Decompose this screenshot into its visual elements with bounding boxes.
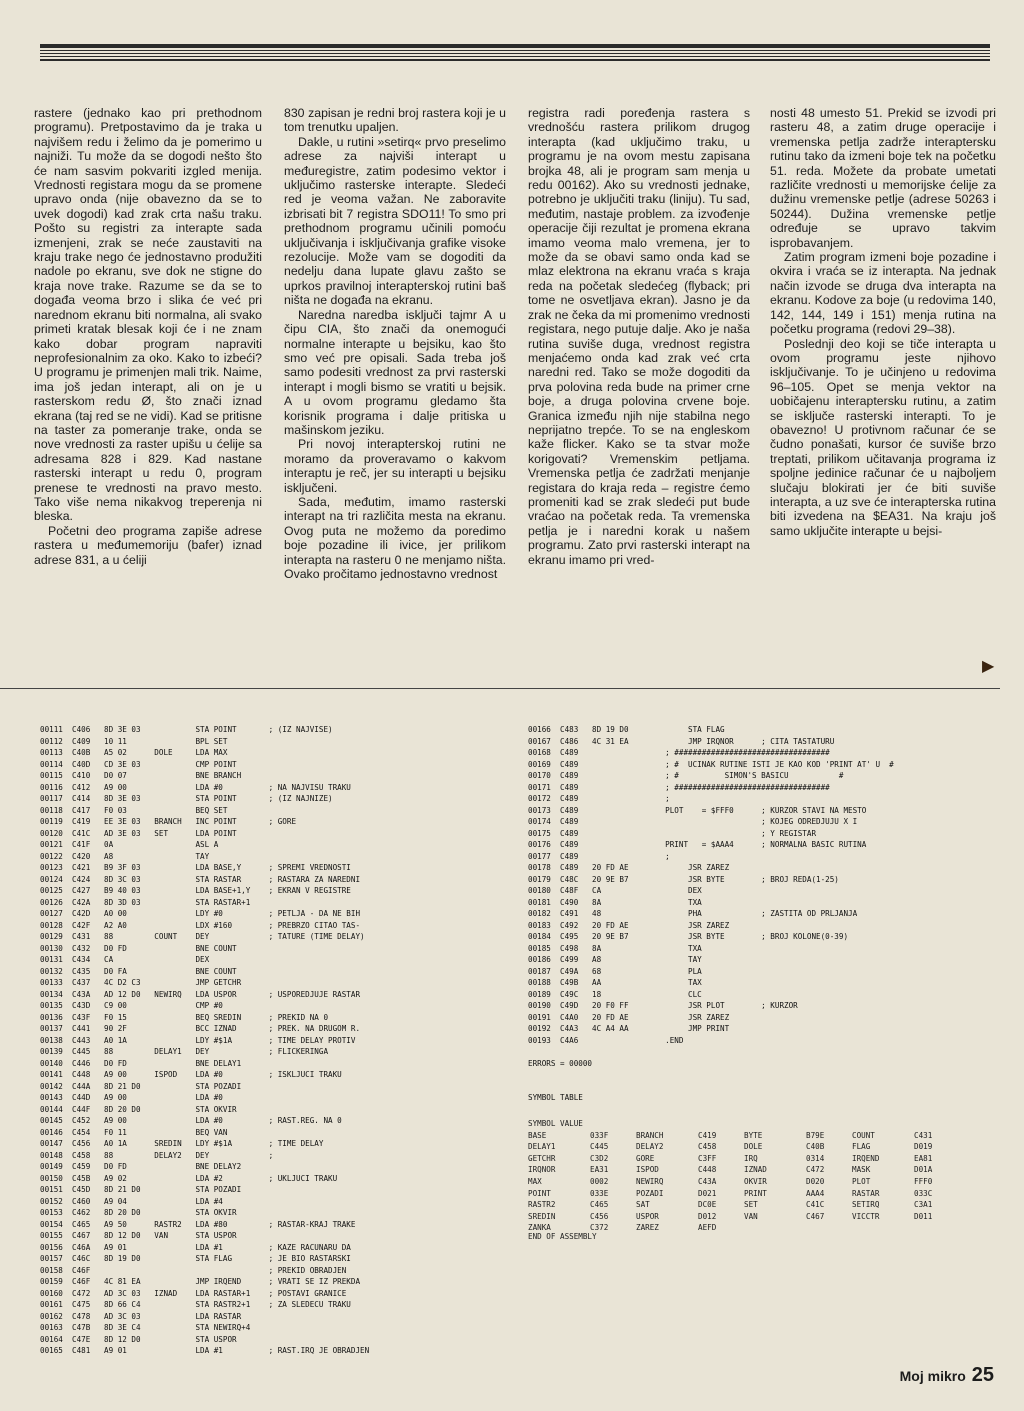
code-line: 00153 C462 8D 20 D0 STA OKVIR [40, 1208, 237, 1217]
symbol-name: MAX [528, 1176, 542, 1186]
code-line: 00124 C424 8D 3C 03 STA RASTAR ; RASTARA ZA NAREDNI [40, 874, 361, 884]
code-line: 00160 C472 AD 3C 03 IZNAD LDA RASTAR+1 ; POSTAVI GRANICE [40, 1288, 347, 1298]
code-line: 00169 C489 ; # UCINAK RUTINE ISTI JE KAO KOD 'PRINT AT' U # [528, 759, 894, 769]
symbol-value: AAA4 [806, 1188, 825, 1198]
code-line: 00119 C419 EE 3E 03 BRANCH INC POINT ; GORE [40, 817, 297, 826]
code-line: 00144 C44F 8D 20 D0 STA OKVIR [40, 1104, 237, 1114]
paragraph: registra radi poređenja rastera s vrednošću rastera prilikom drugog interapta (kad uključimo traku, u programu je na ovom mestu zapisana brojka 48, ali je program sam menja u redu 00162). Ako su vrednosti jednake, potrebno je uključiti traku (liniju). Tu sad, međutim, nastaje problem. za izvođenje operacije čiji rezultat je promena ekrana imamo veoma malo vremena, jer to može da se obavi samo onda kad se mlaz elektrona na ekranu vraća s kraja reda na početak sledećeg (flyback; pri tome ne osvetljava ekran). Jasno je da zrak ne čeka da mi promenimo vrednosti registara, nego putuje dalje. Ako je naša rutina suviše duga, vrednost registra menjaćemo onda kad zrak već crta naredni red. Tako se može dogoditi da prva polovina reda bude na primer crne boje, a druga polovina crvene boje. Granica između njih nije stabilna nego neprijatno trepće. To se na engleskom kaže flicker. Kako se ta stvar može korigovati? Vremenskim petljama. Vremenska petlja će zadržati menjanje registara do kraja reda – registre ćemo promeniti kad se zrak sledeći put bude vraćao na početak reda. Ta vremenska petlja je i naredni korak u našem programu. Zato prvi rasterski interapt na ekranu imamo pri vred- [528, 106, 750, 567]
symbol-name: SAT [636, 1200, 650, 1210]
code-line: 00137 C441 90 2F BCC IZNAD ; PREK. NA DRUGOM R. [40, 1024, 361, 1033]
code-line: 00131 C434 CA DEX [40, 955, 210, 964]
symbol-name: BRANCH [636, 1130, 664, 1140]
code-line: 00178 C489 20 FD AE JSR ZAREZ [528, 863, 730, 872]
code-line: 00183 C492 20 FD AE JSR ZAREZ [528, 920, 730, 930]
table-row [528, 1211, 960, 1223]
article-column-2 [284, 106, 506, 581]
code-line: 00147 C456 A0 1A SREDIN LDY #$1A ; TIME DELAY [40, 1139, 324, 1148]
symbol-value: B79E [806, 1130, 825, 1140]
code-line: 00112 C409 10 11 BPL SET [40, 736, 228, 746]
code-line: 00148 C458 88 DELAY2 DEY ; [40, 1150, 274, 1160]
symbol-name: POINT [528, 1188, 551, 1198]
code-line: 00187 C49A 68 PLA [528, 966, 702, 976]
code-line: 00191 C4A0 20 FD AE JSR ZAREZ [528, 1012, 730, 1022]
code-line: 00142 C44A 8D 21 D0 STA POZADI [40, 1081, 242, 1091]
symbol-value: C40B [806, 1142, 825, 1152]
symbol-value: D012 [698, 1211, 717, 1221]
table-row [528, 1141, 960, 1153]
symbol-value: 0002 [590, 1176, 609, 1186]
symbol-name: IRQEND [852, 1153, 880, 1163]
table-row [528, 1153, 960, 1165]
symbol-name: FLAG [852, 1142, 871, 1152]
symbol-value: C43A [698, 1176, 717, 1186]
listing-divider [0, 688, 1000, 689]
symbol-value: EA81 [914, 1153, 933, 1163]
symbol-name: POZADI [636, 1188, 664, 1198]
code-line: 00152 C460 A9 04 LDA #4 [40, 1196, 223, 1206]
code-line: 00133 C437 4C D2 C3 JMP GETCHR [40, 978, 242, 987]
code-line: 00151 C45D 8D 21 D0 STA POZADI [40, 1185, 242, 1194]
symbol-value: 033C [914, 1188, 933, 1198]
symbol-name: ZAREZ [636, 1223, 659, 1233]
code-line: 00179 C48C 20 9E B7 JSR BYTE ; BROJ REDA(1-25) [528, 874, 839, 884]
paragraph: Dakle, u rutini »setirq« prvo preselimo adrese za najviši interapt u međuregistre, zatim podesimo vektor i uključimo rasterske interapte. Sledeći red je veoma važan. Ne zaboravite izbrisati bit 7 registra SDO11! To smo pri prethodnom programu učinili pomoću uključivanja i isključivanja grafike visoke rezolucije. Može vam se dogoditi da nedelju dana lupate glavu zašto se uprkos pravilnoj interapterskoj rutini baš ništa ne događa na ekranu. [284, 134, 506, 308]
symbol-value: C445 [590, 1142, 609, 1152]
symbol-name: NEWIRQ [636, 1176, 664, 1186]
code-line: 00118 C417 F0 03 BEQ SET [40, 805, 228, 815]
symbol-value: C467 [806, 1211, 825, 1221]
continue-arrow-icon: ▶ [982, 658, 995, 675]
code-line: 00161 C475 8D 66 C4 STA RASTR2+1 ; ZA SLEDECU TRAKU [40, 1300, 351, 1309]
code-line: 00159 C46F 4C 81 EA JMP IRQEND ; VRATI SE IZ PREKDA [40, 1277, 361, 1286]
code-line: 00173 C489 PLOT = $FFF0 ; KURZOR STAVI NA MESTO [528, 805, 867, 815]
code-line: 00126 C42A 8D 3D 03 STA RASTAR+1 [40, 897, 251, 907]
code-line: 00123 C421 B9 3F 03 LDA BASE,Y ; SPREMI VREDNOSTI [40, 863, 351, 872]
symbol-name: COUNT [852, 1130, 875, 1140]
code-line: 00121 C41F 0A ASL A [40, 840, 219, 849]
symbol-name: RASTAR [852, 1188, 880, 1198]
code-line: 00193 C4A6 .END [528, 1035, 684, 1045]
code-line: 00141 C448 A9 00 ISPOD LDA #0 ; ISKLJUCI TRAKU [40, 1070, 342, 1079]
code-line: 00175 C489 ; Y REGISTAR [528, 828, 817, 838]
code-line: ERRORS = 00000 [528, 1058, 593, 1068]
table-row [528, 1176, 960, 1188]
code-line: 00138 C443 A0 1A LDY #$1A ; TIME DELAY PROTIV [40, 1035, 356, 1045]
paragraph: Sada, međutim, imamo rasterski interapt na tri različita mesta na ekranu. Ovog puta ne možemo da poredimo boje pozadine ili ivice, jer prilikom interapta na rasteru 0 ne menjamo ništa. Ovako pročitamo jednostavno vrednost [284, 494, 506, 581]
code-listing-left [40, 724, 369, 1357]
code-line: 00171 C489 ; ################################## [528, 782, 830, 792]
code-line: 00190 C49D 20 F0 FF JSR PLOT ; KURZOR [528, 1001, 798, 1010]
code-line: 00174 C489 ; KOJEG ODREDJUJU X I [528, 817, 858, 826]
code-line: 00181 C490 8A TXA [528, 897, 702, 907]
symbol-name: SET [744, 1200, 758, 1210]
code-line: 00149 C459 D0 FD BNE DELAY2 [40, 1162, 242, 1171]
header-rule [40, 44, 990, 61]
symbol-value: C472 [806, 1165, 825, 1175]
symbol-value: C3FF [698, 1153, 717, 1163]
symbol-name: DELAY1 [528, 1142, 556, 1152]
table-row [528, 1164, 960, 1176]
article-column-4 [770, 106, 996, 538]
code-line: 00129 C431 88 COUNT DEY ; TATURE (TIME DELAY) [40, 932, 365, 941]
symbol-value: D01A [914, 1165, 933, 1175]
code-line: 00127 C42D A0 00 LDY #0 ; PETLJA - DA NE BIH [40, 909, 361, 918]
code-line: 00185 C498 8A TXA [528, 943, 702, 953]
code-line: 00168 C489 ; ################################## [528, 748, 830, 757]
code-listing-right [528, 724, 894, 1104]
paragraph: Početni deo programa zapiše adrese rastera u međumemoriju (bafer) iznad adrese 831, a u ćeliji [34, 523, 262, 567]
code-line: 00189 C49C 18 CLC [528, 989, 702, 999]
symbol-value: C41C [806, 1200, 825, 1210]
paragraph: rastere (jednako kao pri prethodnom programu). Pretpostavimo da je traka u najvišem redu i želimo da je pomerimo u najniži. Tu može da se dogodi nešto što će nam sasvim pokvariti izgled menija. Vrednosti registara mogu da se promene upravo onda (nije obavezno da se to uvek dogodi) kad zrak crta našu traku. Pošto su registri za interapte sada izmenjeni, zrak se neće zaustaviti na kraju trake nego će jednostavno produžiti nadole po ekranu, sve dok ne stigne do kraja nove trake. Razume se da se to događa veoma brzo i slika će već pri narednom ekranu biti normalna, ali svako primeti kratak blesak koji će i ne znam kako dobar program napraviti neprofesionalnim za oko. Kako to izbeći? U programu je primenjen mali trik. Naime, ima još jedan interapt, ali on je u rasterskom redu Ø, što znači iznad ekrana (taj red se ne vidi). Kad se pritisne na taster za pomeranje trake, onda se nove vrednosti za raster upišu u ćelije sa adresama 828 i 829. Kad nastane rasterski interapt u redu 0, program prenese te vrednosti na pravo mesto. Tako više nema nikakvog treperenja ni bleska. [34, 106, 262, 524]
code-line: 00182 C491 48 PHA ; ZASTITA OD PRLJANJA [528, 909, 858, 918]
article-column-3 [528, 106, 750, 567]
symbol-name: RASTR2 [528, 1200, 556, 1210]
symbol-value: 033E [590, 1188, 609, 1198]
symbol-value: EA31 [590, 1165, 609, 1175]
symbol-value: C456 [590, 1211, 609, 1221]
code-line: 00145 C452 A9 00 LDA #0 ; RAST.REG. NA 0 [40, 1116, 342, 1125]
code-line: 00165 C481 A9 01 LDA #1 ; RAST.IRQ JE OBRADJEN [40, 1346, 370, 1355]
end-of-assembly: END OF ASSEMBLY [528, 1232, 597, 1241]
table-row [528, 1188, 960, 1200]
symbol-name: ISPOD [636, 1165, 659, 1175]
code-line: 00167 C486 4C 31 EA JMP IRQNOR ; CITA TASTATURU [528, 736, 835, 746]
symbol-value: DC0E [698, 1200, 717, 1210]
code-line: 00176 C489 PRINT = $AAA4 ; NORMALNA BASIC RUTINA [528, 840, 867, 849]
symbol-value: C419 [698, 1130, 717, 1140]
symbol-name: OKVIR [744, 1176, 767, 1186]
symbol-value: C458 [698, 1142, 717, 1152]
magazine-name: Moj mikro [899, 1368, 966, 1384]
symbol-value: D019 [914, 1142, 933, 1152]
code-line: SYMBOL TABLE [528, 1093, 583, 1102]
symbol-value [806, 1222, 852, 1234]
code-line: 00132 C435 D0 FA BNE COUNT [40, 966, 237, 976]
symbol-name: PRINT [744, 1188, 767, 1198]
symbol-name: VAN [744, 1211, 758, 1221]
code-line: 00134 C43A AD 12 D0 NEWIRQ LDA USPOR ; USPOREDJUJE RASTAR [40, 989, 361, 999]
code-line: 00155 C467 8D 12 D0 VAN STA USPOR [40, 1231, 237, 1240]
symbol-name: IZNAD [744, 1165, 767, 1175]
paragraph: Poslednji deo koji se tiče interapta u ovom programu jeste njihovo isključivanje. To je učinjeno u redovima 96–105. Opet se menja vektor na uobičajenu interaptersku rutinu, a zatim se isključe rasterski interapti. To je obavezno! U protivnom računar će se čudno ponašati, kursor će suviše brzo treptati, prilikom učitavanja programa iz spoljne jedinice računar će u najboljem slučaju blokirati jer će biti suviše interapta, a uz sve će interapterska rutina biti izvedena na $EA31. Na kraju još samo uključite interapte u bejsi- [770, 336, 996, 538]
symbol-name: IRQNOR [528, 1165, 556, 1175]
code-line: 00188 C49B AA TAX [528, 978, 702, 987]
code-line: 00135 C43D C9 00 CMP #0 [40, 1001, 223, 1010]
paragraph: 830 zapisan je redni broj rastera koji je u tom trenutku upaljen. [284, 106, 506, 135]
code-line: 00163 C47B 8D 3E C4 STA NEWIRQ+4 [40, 1323, 251, 1332]
symbol-value: C448 [698, 1165, 717, 1175]
code-line: 00180 C48F CA DEX [528, 886, 702, 895]
code-line: 00186 C499 A8 TAY [528, 955, 702, 964]
symbol-table [528, 1118, 960, 1234]
code-line: 00120 C41C AD 3E 03 SET LDA POINT [40, 828, 237, 838]
symbol-name: BASE [528, 1130, 547, 1140]
symbol-name: DELAY2 [636, 1142, 664, 1152]
symbol-name: GORE [636, 1153, 655, 1163]
symbol-value: C431 [914, 1130, 933, 1140]
article-column-1 [34, 106, 262, 567]
code-line: 00114 C40D CD 3E 03 CMP POINT [40, 759, 237, 769]
code-line: 00150 C45B A9 02 LDA #2 ; UKLJUCI TRAKU [40, 1173, 338, 1183]
code-line: 00164 C47E 8D 12 D0 STA USPOR [40, 1334, 237, 1344]
symbol-value: D020 [806, 1176, 825, 1186]
symbol-name: IRQ [744, 1153, 758, 1163]
symbol-value [914, 1222, 960, 1234]
code-line [528, 1069, 894, 1081]
symbol-name: ZANKA [528, 1223, 551, 1233]
code-line: 00116 C412 A9 00 LDA #0 ; NA NAJVISU TRAKU [40, 782, 351, 792]
symbol-name: DOLE [744, 1142, 763, 1152]
symbol-value: D011 [914, 1211, 933, 1221]
code-line: 00158 C46F ; PREKID OBRADJEN [40, 1265, 347, 1275]
symbol-table-header: SYMBOL VALUE [528, 1119, 583, 1128]
code-line: 00184 C495 20 9E B7 JSR BYTE ; BROJ KOLONE(0-39) [528, 932, 849, 941]
code-line: 00130 C432 D0 FD BNE COUNT [40, 943, 237, 953]
symbol-name: USPOR [636, 1211, 659, 1221]
code-line: 00146 C454 F0 11 BEQ VAN [40, 1127, 228, 1137]
symbol-name [852, 1222, 914, 1234]
code-line: 00157 C46C 8D 19 D0 STA FLAG ; JE BIO RASTARSKI [40, 1254, 351, 1263]
code-line: 00136 C43F F0 15 BEQ SREDIN ; PREKID NA 0 [40, 1012, 329, 1022]
paragraph: nosti 48 umesto 51. Prekid se izvodi pri rasteru 48, a zatim druge operacije i vremenska petlja zadrže interaptersku rutinu tako da izmeni boje tek na početku 51. reda. Možete da probate umetati različite vrednosti u memorijske ćelije za dužinu vremenske petlje (adrese 50263 i 50244). Dužina vremenske petlje određuje se upravo takvim isprobavanjem. [770, 106, 996, 250]
paragraph: Zatim program izmeni boje pozadine i okvira i vraća se iz interapta. Na jednak način izvode se druga dva interapta na ekranu. Kodove za boje (u redovima 140, 142, 144, 149 i 151) menja rutina na početku programa (redovi 29–38). [770, 250, 996, 337]
symbol-value: 033F [590, 1130, 609, 1140]
code-line: 00113 C40B A5 02 DOLE LDA MAX [40, 748, 228, 757]
page-footer [900, 1364, 994, 1387]
symbol-name: PLOT [852, 1176, 871, 1186]
symbol-value: C465 [590, 1200, 609, 1210]
code-line: 00139 C445 88 DELAY1 DEY ; FLICKERINGA [40, 1047, 329, 1056]
code-line: 00172 C489 ; [528, 794, 670, 803]
symbol-value: D021 [698, 1188, 717, 1198]
symbol-name: GETCHR [528, 1153, 556, 1163]
symbol-value: 0314 [806, 1153, 825, 1163]
symbol-name: VICCTR [852, 1211, 880, 1221]
code-line: 00125 C427 B9 40 03 LDA BASE+1,Y ; EKRAN V REGISTRE [40, 886, 351, 895]
symbol-name: BYTE [744, 1130, 763, 1140]
code-line: 00162 C478 AD 3C 03 LDA RASTAR [40, 1311, 242, 1321]
code-line: 00156 C46A A9 01 LDA #1 ; KAZE RACUNARU DA [40, 1242, 351, 1252]
code-line [528, 1046, 894, 1058]
symbol-name: MASK [852, 1165, 871, 1175]
symbol-name [744, 1222, 806, 1234]
symbol-value: C372 [590, 1223, 609, 1233]
symbol-name: SREDIN [528, 1211, 556, 1221]
code-line: 00122 C420 A8 TAY [40, 851, 210, 861]
symbol-name: SETIRQ [852, 1200, 880, 1210]
symbol-value: FFF0 [914, 1176, 933, 1186]
code-line: 00143 C44D A9 00 LDA #0 [40, 1093, 223, 1102]
symbol-value: C3D2 [590, 1153, 609, 1163]
paragraph: Naredna naredba isključi tajmr A u čipu CIA, što znači da onemogući normalne interapte u bejsiku, kao što smo već pre opisali. Sada treba još samo podesiti vrednost za prvi rasterski interapt i mogli bismo se vratiti u bejsik. A u ovom programu gledamo šta korisnik programa i dalje pritiska u mašinskom jeziku. [284, 307, 506, 437]
code-line: 00177 C489 ; [528, 851, 670, 861]
code-line: 00192 C4A3 4C A4 AA JMP PRINT [528, 1024, 730, 1033]
code-line: 00170 C489 ; # SIMON'S BASICU # [528, 771, 844, 780]
code-line: 00117 C414 8D 3E 03 STA POINT ; (IZ NAJNIZE) [40, 794, 333, 803]
code-line: 00154 C465 A9 50 RASTR2 LDA #80 ; RASTAR-KRAJ TRAKE [40, 1219, 356, 1229]
symbol-value: C3A1 [914, 1200, 933, 1210]
code-line: 00128 C42F A2 A0 LDX #160 ; PREBRZO CITAO TAS- [40, 920, 361, 930]
paragraph: Pri novoj interapterskoj rutini ne moramo da proveravamo o kakvom interaptu je reč, jer su interapti u bejsiku isključeni. [284, 437, 506, 495]
code-line: 00115 C410 D0 07 BNE BRANCH [40, 771, 242, 780]
page-number: 25 [971, 1364, 994, 1386]
code-line: 00140 C446 D0 FD BNE DELAY1 [40, 1058, 242, 1068]
table-row [528, 1130, 960, 1142]
code-line: 00166 C483 8D 19 D0 STA FLAG [528, 725, 725, 734]
code-line [528, 1081, 894, 1093]
table-row [528, 1199, 960, 1211]
symbol-value: AEFD [698, 1223, 717, 1233]
code-line: 00111 C406 8D 3E 03 STA POINT ; (IZ NAJVISE) [40, 725, 333, 734]
